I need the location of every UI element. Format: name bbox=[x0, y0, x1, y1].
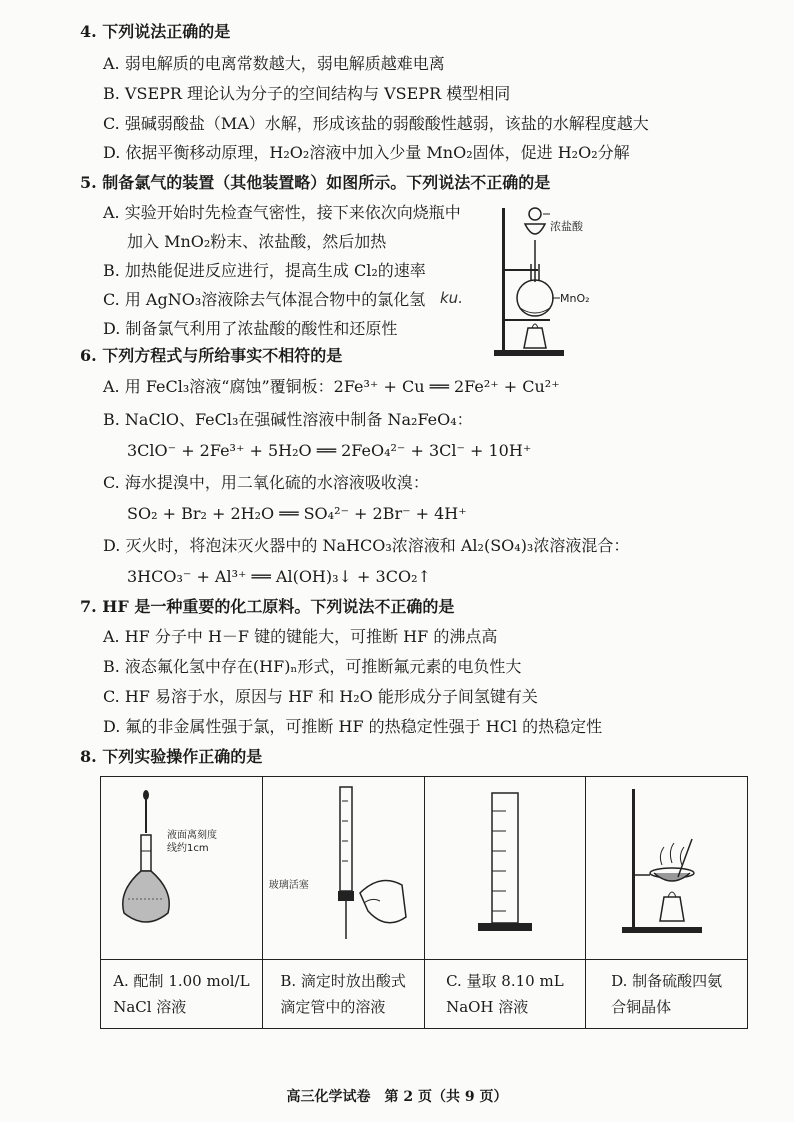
q8-caption-c bbox=[424, 960, 586, 1029]
q8-stem: 8. 下列实验操作正确的是 bbox=[80, 747, 263, 766]
q5-option-c: C. 用 AgNO₃溶液除去气体混合物中的氯化氢 bbox=[103, 290, 426, 309]
caption-a-line1: A. 配制 1.00 mol/L bbox=[113, 972, 250, 990]
q6-option-b: B. NaClO、FeCl₃在强碱性溶液中制备 Na₂FeO₄： bbox=[103, 410, 473, 429]
q5-option-b: B. 加热能促进反应进行，提高生成 Cl₂的速率 bbox=[103, 261, 426, 280]
q6-option-d-equation: 3HCO₃⁻ + Al³⁺ ══ Al(OH)₃↓ + 3CO₂↑ bbox=[127, 567, 431, 586]
q6-option-a: A. 用 FeCl₃溶液“腐蚀”覆铜板：2Fe³⁺ + Cu ══ 2Fe²⁺ + Cu²⁺ bbox=[103, 377, 560, 396]
burette-drawing bbox=[268, 781, 418, 951]
page-footer: 高三化学试卷 第 2 页（共 9 页） bbox=[286, 1089, 508, 1105]
q4-option-d: D. 依据平衡移动原理，H₂O₂溶液中加入少量 MnO₂固体，促进 H₂O₂分解 bbox=[103, 143, 630, 162]
q6-option-c: C. 海水提溴中，用二氧化硫的水溶液吸收溴： bbox=[103, 473, 429, 492]
q6-option-d: D. 灭火时，将泡沫灭火器中的 NaHCO₃浓溶液和 Al₂(SO₄)₃浓溶液混合： bbox=[103, 536, 630, 555]
q8-caption-b bbox=[262, 960, 424, 1029]
mno2-label: MnO₂ bbox=[560, 292, 590, 305]
q4-stem: 4. 下列说法正确的是 bbox=[80, 22, 231, 41]
q8-figure-b bbox=[262, 777, 424, 960]
q7-option-b: B. 液态氟化氢中存在(HF)ₙ形式，可推断氟元素的电负性大 bbox=[103, 657, 522, 676]
measuring-cylinder-drawing bbox=[430, 781, 580, 951]
caption-c-line1: C. 量取 8.10 mL bbox=[446, 972, 564, 990]
chlorine-apparatus-figure bbox=[488, 200, 598, 360]
caption-b-line1: B. 滴定时放出酸式 bbox=[280, 972, 406, 990]
q8-figure-a bbox=[101, 777, 263, 960]
glass-stopcock-label: 玻璃活塞 bbox=[268, 880, 309, 891]
q8-figure-d bbox=[586, 777, 748, 960]
q6-stem: 6. 下列方程式与所给事实不相符的是 bbox=[80, 346, 343, 365]
caption-b-line2: 滴定管中的溶液 bbox=[280, 998, 386, 1016]
q4-option-b: B. VSEPR 理论认为分子的空间结构与 VSEPR 模型相同 bbox=[103, 84, 511, 103]
concentrated-hcl-label: 浓盐酸 bbox=[550, 220, 583, 233]
q7-option-a: A. HF 分子中 H－F 键的键能大，可推断 HF 的沸点高 bbox=[103, 627, 498, 646]
caption-a-line2: NaCl 溶液 bbox=[113, 998, 187, 1016]
q5-option-a: A. 实验开始时先检查气密性，接下来依次向烧瓶中 bbox=[103, 203, 461, 222]
q6-option-c-equation: SO₂ + Br₂ + 2H₂O ══ SO₄²⁻ + 2Br⁻ + 4H⁺ bbox=[127, 504, 467, 523]
q4-option-c: C. 强碱弱酸盐（MA）水解，形成该盐的弱酸酸性越弱，该盐的水解程度越大 bbox=[103, 114, 649, 133]
evaporation-setup-drawing bbox=[592, 781, 742, 951]
handwritten-note: ku. bbox=[440, 289, 463, 307]
flask-label-line2: 线约1cm bbox=[167, 843, 209, 854]
q7-stem: 7. HF 是一种重要的化工原料。下列说法不正确的是 bbox=[80, 597, 455, 616]
q4-option-a: A. 弱电解质的电离常数越大，弱电解质越难电离 bbox=[103, 54, 445, 73]
q5-stem: 5. 制备氯气的装置（其他装置略）如图所示。下列说法不正确的是 bbox=[80, 173, 551, 192]
q8-caption-d bbox=[586, 960, 748, 1029]
q8-options-table bbox=[100, 776, 748, 1029]
q7-option-c: C. HF 易溶于水，原因与 HF 和 H₂O 能形成分子间氢键有关 bbox=[103, 687, 538, 706]
q5-option-a-cont: 加入 MnO₂粉末、浓盐酸，然后加热 bbox=[127, 232, 387, 251]
q8-caption-a bbox=[101, 960, 263, 1029]
q6-option-b-equation: 3ClO⁻ + 2Fe³⁺ + 5H₂O ══ 2FeO₄²⁻ + 3Cl⁻ + 10H⁺ bbox=[127, 441, 532, 460]
q5-option-d: D. 制备氯气利用了浓盐酸的酸性和还原性 bbox=[103, 319, 398, 338]
flask-label-line1: 液面离刻度 bbox=[167, 830, 217, 841]
q8-figure-c bbox=[424, 777, 586, 960]
q7-option-d: D. 氟的非金属性强于氯，可推断 HF 的热稳定性强于 HCl 的热稳定性 bbox=[103, 717, 603, 736]
caption-c-line2: NaOH 溶液 bbox=[446, 998, 529, 1016]
caption-d-line1: D. 制备硫酸四氨 bbox=[611, 972, 723, 990]
volumetric-flask-drawing bbox=[106, 781, 256, 951]
caption-d-line2: 合铜晶体 bbox=[611, 998, 672, 1016]
